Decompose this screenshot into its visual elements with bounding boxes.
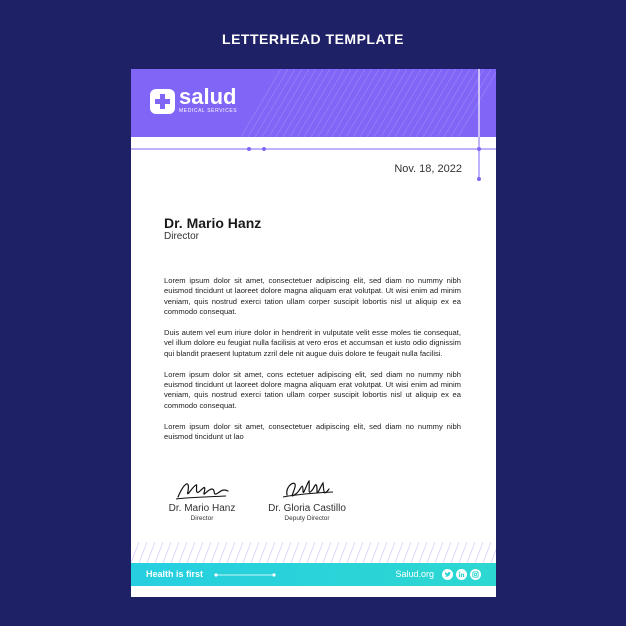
brand-logo xyxy=(150,83,238,114)
signature-role: Deputy Director xyxy=(284,515,330,522)
medical-cross-icon xyxy=(150,89,175,114)
page-title: LETTERHEAD TEMPLATE xyxy=(222,31,404,47)
body-paragraph: Lorem ipsum dolor sit amet, consectetuer adipiscing elit, sed diam no nummy nibh euismod tincidunt ut lao xyxy=(164,421,461,442)
signature-name: Dr. Gloria Castillo xyxy=(268,503,346,514)
signature-block xyxy=(259,477,355,522)
body-paragraph: Lorem ipsum dolor sit amet, cons ectetuer adipiscing elit, sed diam no nummy nibh euismod tincidunt ut laoreet dolore magna aliquam erat volutpat. Ut wisi enim ad minim veniam, quis nostrud exerci tation ullam corper suscipit lobortis nisl ut aliquip ex ea commodo consequat. xyxy=(164,369,461,410)
handwritten-signature xyxy=(277,477,337,503)
footer-slogan: Health is first xyxy=(146,569,204,579)
footer-bar xyxy=(131,563,496,586)
letterhead-sheet xyxy=(131,69,496,597)
recipient-title: Director xyxy=(164,231,200,242)
twitter-icon[interactable] xyxy=(442,569,453,580)
recipient-name: Dr. Mario Hanz xyxy=(164,215,262,231)
footer-website[interactable]: Salud.org xyxy=(395,569,434,579)
body-paragraph: Lorem ipsum dolor sit amet, consectetuer adipiscing elit, sed diam no nummy nibh euismod tincidunt ut laoreet dolore magna aliquam erat volutpat. Ut wisi enim ad minim veniam, quis nostrud exerci tation ullam corper suscipit lobortis nisl ut aliquip ex ea commodo consequat. xyxy=(164,276,461,317)
letter-body xyxy=(164,276,461,453)
linkedin-icon[interactable] xyxy=(456,569,467,580)
body-paragraph: Duis autem vel eum iriure dolor in hendrerit in vulputate velit esse moles tie consequat, vel illum dolore eu feugiat nulla facilisis at vero eros et accumsan et iusto odio dignissim qui blandit praesent luptatum zzril dele nit augue duis dolore te feugait nulla facilisi. xyxy=(164,328,461,358)
brand-name: salud xyxy=(179,83,237,109)
signature-block xyxy=(161,477,243,522)
brand-tagline: MEDICAL SERVICES xyxy=(179,107,238,114)
letter-date: Nov. 18, 2022 xyxy=(394,163,462,175)
signature-role: Director xyxy=(190,515,214,522)
header-band xyxy=(131,69,496,137)
footer-hatch-pattern xyxy=(131,542,496,563)
footer-divider xyxy=(214,573,276,577)
signature-name: Dr. Mario Hanz xyxy=(168,503,236,514)
instagram-icon[interactable] xyxy=(470,569,481,580)
handwritten-signature xyxy=(172,477,232,503)
